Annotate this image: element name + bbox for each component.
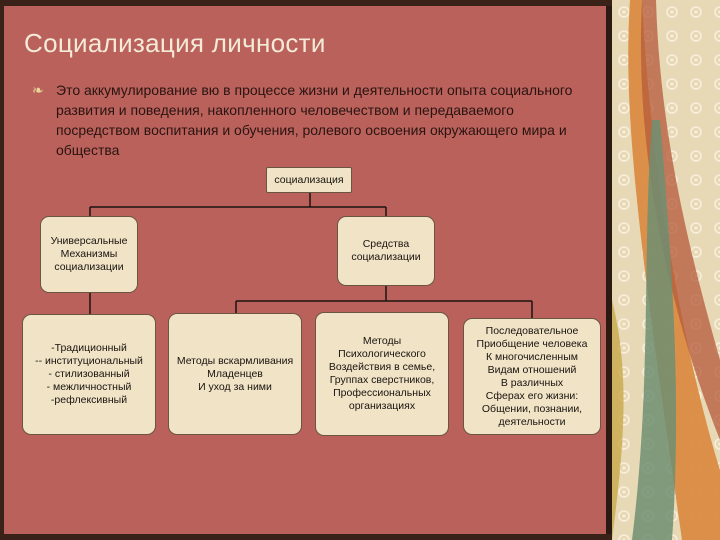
node-mechanism-types: -Традиционный -- институциональный - стилизованный - межличностный -рефлексивный [22, 314, 156, 435]
node-infant-care-methods: Методы вскармливания Младенцев И уход за ними [168, 313, 302, 435]
node-means-of-socialization: Средства социализации [337, 216, 435, 286]
definition-text: Это аккумулирование вю в процессе жизни и деятельности опыта социального развития и поведения, накопленного человечеством и передаваемого посредством воспитания и обучения, ролевого освоения окружающего мира и общества [56, 82, 573, 158]
node-universal-mechanisms: Универсальные Механизмы социализации [40, 216, 138, 293]
root-node-socialization: социализация [266, 167, 352, 193]
slide-title: Социализация личности [24, 28, 326, 58]
bullet-icon: ❧ [32, 82, 44, 98]
node-psychological-influence-methods: Методы Психологического Воздействия в семье, Группах сверстников, Профессиональных организациях [315, 312, 449, 436]
node-gradual-involvement: Последовательное Приобщение человека К многочисленным Видам отношений В различных Сферах его жизни: Общении, познании, деятельности [463, 318, 601, 435]
decorative-side-panel [612, 0, 720, 540]
